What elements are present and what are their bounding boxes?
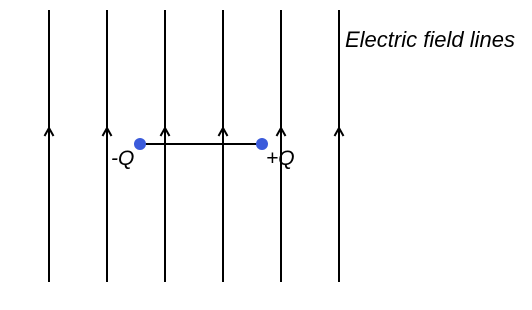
positive-charge-label: +Q xyxy=(266,147,295,170)
field-lines xyxy=(45,10,344,282)
field-line-6 xyxy=(335,10,344,282)
field-line-5 xyxy=(277,10,286,282)
field-lines-title: Electric field lines xyxy=(345,27,515,52)
field-line-2 xyxy=(103,10,112,282)
negative-charge xyxy=(134,138,146,150)
field-line-3 xyxy=(161,10,170,282)
field-line-4 xyxy=(219,10,228,282)
field-line-1 xyxy=(45,10,54,282)
negative-charge-label: -Q xyxy=(111,147,135,170)
